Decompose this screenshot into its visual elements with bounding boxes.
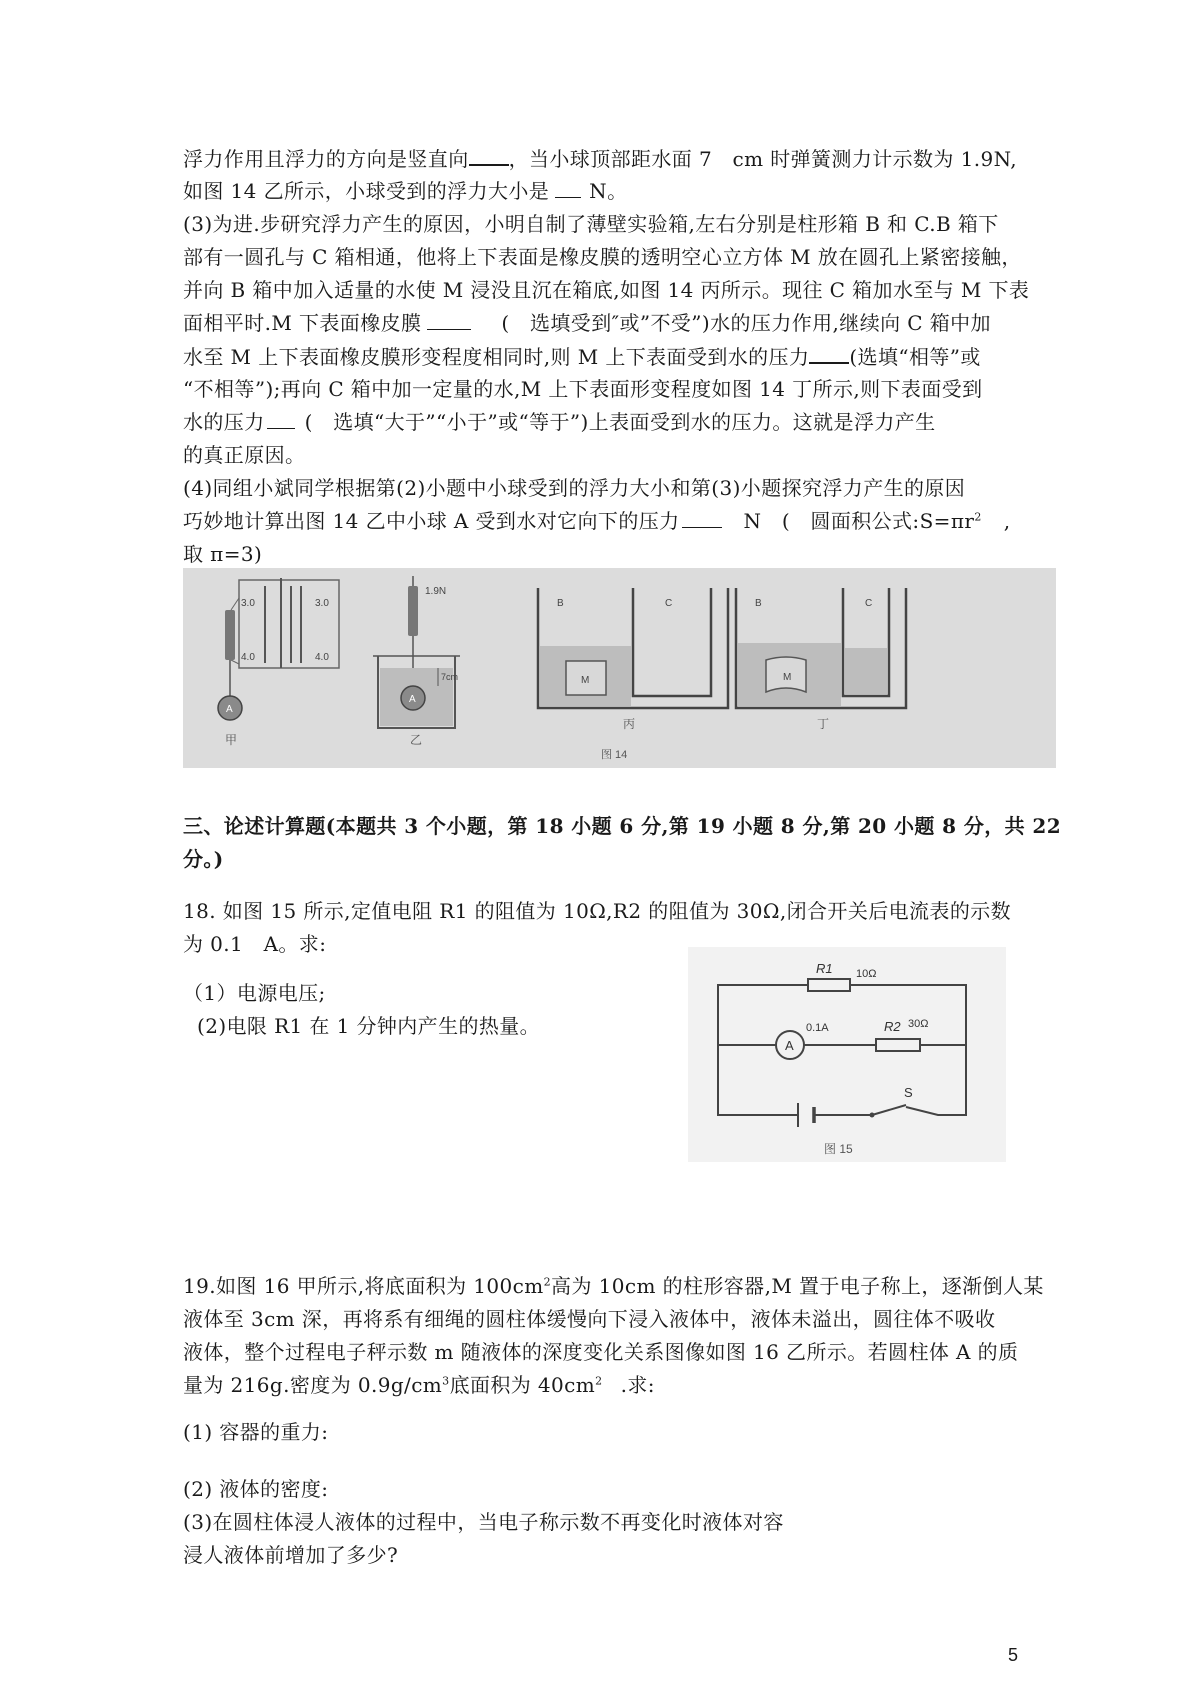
r2-handwritten-note: 30Ω xyxy=(908,1018,929,1030)
resistor-r1 xyxy=(808,979,850,991)
text-segment: 高为 10cm 的柱形容器,M 置于电子称上，逐渐倒人某 xyxy=(551,1274,1044,1298)
answer-blank[interactable] xyxy=(809,340,849,364)
q17-p3-line-8: 的真正原因。 xyxy=(183,443,306,467)
q17-p3-line-1: (3)为进.步研究浮力产生的原因，小明自制了薄壁实验箱,左右分别是柱形箱 B 和 C.B 箱下 xyxy=(183,212,999,236)
q19-line-2: 液体至 3cm 深，再将系有细绳的圆柱体缓慢向下浸入液体中，液体未溢出，圆往体不吸收 xyxy=(183,1307,996,1331)
answer-blank[interactable] xyxy=(267,406,295,429)
r1-handwritten-note: 10Ω xyxy=(856,968,877,980)
scale-label-bottom: 4.0 xyxy=(241,652,255,663)
text-segment: 水至 M 上下表面橡皮膜形变程度相同时,则 M 上下表面受到水的压力 xyxy=(183,345,810,369)
subfigure-label-ding: 丁 xyxy=(817,717,830,731)
text-segment: 量为 216g.密度为 0.9g/cm xyxy=(183,1373,443,1397)
q17-line-1 xyxy=(183,142,1035,175)
box-c-label: C xyxy=(665,598,673,609)
q17-continuation xyxy=(183,142,1035,571)
superscript: 2 xyxy=(595,1374,603,1388)
q19-line-4 xyxy=(183,1369,1035,1402)
q19-sub-1: (1) 容器的重力: xyxy=(183,1420,329,1444)
q19-sub-3-continued: 浸人液体前增加了多少? xyxy=(183,1543,399,1567)
scale-label-top: 3.0 xyxy=(315,598,329,609)
q17-p4-line-1: (4)同组小斌同学根据第(2)小题中小球受到的浮力大小和第(3)小题探究浮力产生的原因 xyxy=(183,476,966,500)
q19-sub-1-block xyxy=(183,1416,1035,1449)
resistor-r2 xyxy=(876,1039,920,1051)
depth-label: 7cm xyxy=(441,672,459,682)
text-segment: 面相平时.M 下表面橡皮膜 xyxy=(183,311,422,335)
answer-blank[interactable] xyxy=(555,175,581,198)
q17-p4-line-3: 取 π=3) xyxy=(183,542,263,566)
text-segment: ，当小球顶部距水面 7 cm 时弹簧测力计示数为 1.9N, xyxy=(508,147,1017,171)
box-b-label: B xyxy=(557,598,564,609)
text-segment: 19.如图 16 甲所示,将底面积为 100cm xyxy=(183,1274,544,1298)
question-19 xyxy=(183,1270,1044,1402)
q19-sub-3: (3)在圆柱体浸人液体的过程中，当电子称示数不再变化时液体对容 xyxy=(183,1510,784,1534)
scale-label-top: 3.0 xyxy=(241,598,255,609)
text-segment: ( 选填“大于”“小于”或“等于”)上表面受到水的压力。这就是浮力产生 xyxy=(304,410,936,434)
cube-m-label: M xyxy=(783,672,792,683)
q19-line-1 xyxy=(183,1270,1044,1303)
box-b-label: B xyxy=(755,598,762,609)
figure-14-caption: 图 14 xyxy=(601,749,628,761)
section-heading-line-2: 分。) xyxy=(183,847,224,871)
q17-p4-line-2 xyxy=(183,505,1035,538)
q17-p3-line-7 xyxy=(183,406,1035,439)
ammeter-handwritten-note: 0.1A xyxy=(806,1022,829,1034)
answer-blank[interactable] xyxy=(427,307,471,330)
figure-15-caption: 图 15 xyxy=(824,1142,853,1156)
text-segment: (选填“相等”或 xyxy=(849,345,981,369)
superscript: 2 xyxy=(974,510,982,524)
figure-15 xyxy=(688,947,1006,1162)
r1-label: R1 xyxy=(816,961,833,976)
ammeter-label: A xyxy=(785,1038,794,1053)
subfigure-label-yi: 乙 xyxy=(410,733,423,747)
q18-sub-1: （1）电源电压; xyxy=(183,981,326,1005)
section-3-heading xyxy=(183,810,1062,876)
ball-a-label: A xyxy=(409,694,416,705)
switch-label: S xyxy=(904,1085,913,1100)
text-segment: 如图 14 乙所示，小球受到的浮力大小是 xyxy=(183,179,550,203)
q18-line-1: 18. 如图 15 所示,定值电阻 R1 的阻值为 10Ω,R2 的阻值为 30Ω,闭合开关后电流表的示数 xyxy=(183,899,1012,923)
q17-p3-line-2: 部有一圆孔与 C 箱相通，他将上下表面是橡皮膜的透明空心立方体 M 放在圆孔上紧密接触， xyxy=(183,245,1022,269)
q18-line-2: 为 0.1 A。求: xyxy=(183,932,327,956)
superscript: 2 xyxy=(543,1275,552,1289)
q17-line-2 xyxy=(183,175,1035,208)
section-heading-line-1: 三、论述计算题(本题共 3 个小题，第 18 小题 6 分,第 19 小题 8 分,第 20 小题 8 分，共 22 xyxy=(183,814,1062,838)
q17-p3-line-5 xyxy=(183,340,1035,373)
q19-line-3: 液体，整个过程电子秤示数 m 随液体的深度变化关系图像如图 16 乙所示。若圆柱体 A 的质 xyxy=(183,1340,1019,1364)
q18-sub-2: (2)电限 R1 在 1 分钟内产生的热量。 xyxy=(197,1014,541,1038)
superscript: 3 xyxy=(442,1374,450,1388)
q17-p3-line-6: “不相等”);再向 C 箱中加一定量的水,M 上下表面形变程度如图 14 丁所示,则下表面受到 xyxy=(183,377,983,401)
figure-14 xyxy=(183,568,1056,768)
answer-blank[interactable] xyxy=(469,142,509,166)
text-segment: .求: xyxy=(620,1373,655,1397)
text-segment: 水的压力 xyxy=(183,410,265,434)
q17-p3-line-3: 并向 B 箱中加入适量的水使 M 浸没且沉在箱底,如图 14 丙所示。现往 C 箱加水至与 M 下表 xyxy=(183,278,1030,302)
scale-label-bottom: 4.0 xyxy=(315,652,329,663)
text-segment: N ( 圆面积公式:S=πr xyxy=(743,509,975,533)
subfigure-label-bing: 丙 xyxy=(623,717,636,731)
text-segment: , xyxy=(1003,509,1011,533)
page-number: 5 xyxy=(1008,1645,1019,1665)
q19-sub-2-3-block xyxy=(183,1473,1035,1572)
text-segment: N。 xyxy=(589,179,628,203)
text-segment: 巧妙地计算出图 14 乙中小球 A 受到水对它向下的压力 xyxy=(183,509,680,533)
box-c-label: C xyxy=(865,598,873,609)
q17-p3-line-4 xyxy=(183,307,1035,340)
answer-blank[interactable] xyxy=(682,505,722,528)
q19-sub-2: (2) 液体的密度: xyxy=(183,1477,329,1501)
cube-m-label: M xyxy=(581,675,590,686)
subfigure-label-jia: 甲 xyxy=(225,733,238,747)
text-segment: 浮力作用且浮力的方向是竖直向 xyxy=(183,147,469,171)
text-segment: 底面积为 40cm xyxy=(449,1373,596,1397)
r2-label: R2 xyxy=(884,1019,901,1034)
ball-a-label: A xyxy=(226,704,233,715)
reading-label: 1.9N xyxy=(425,586,447,597)
q18-subquestions xyxy=(183,977,663,1043)
text-segment: ( 选填受到″或”不受”)水的压力作用,继续向 C 箱中加 xyxy=(501,311,991,335)
